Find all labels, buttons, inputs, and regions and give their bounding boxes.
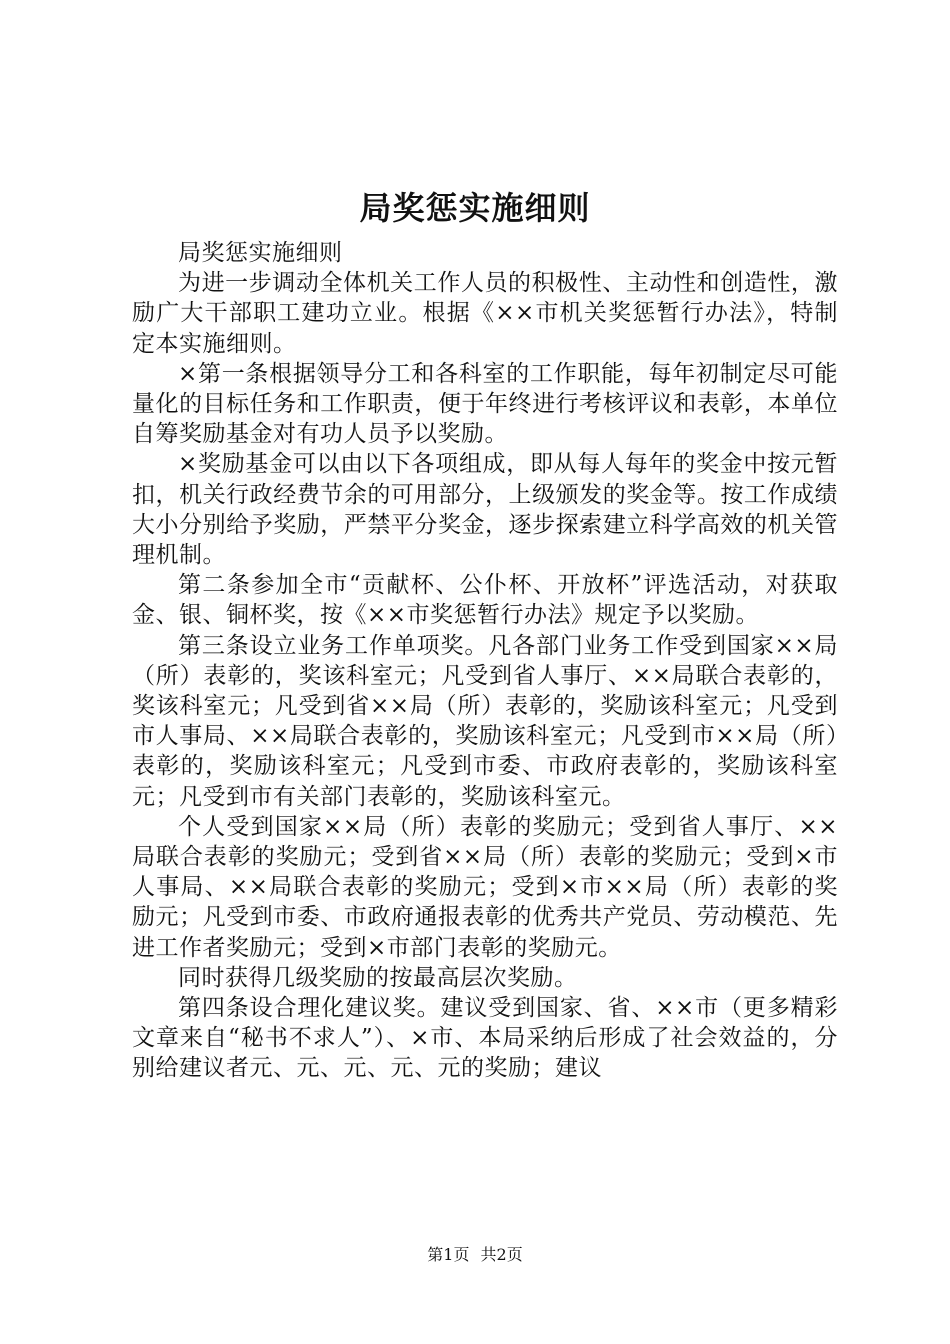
paragraph-fund: ×奖励基金可以由以下各项组成，即从每人每年的奖金中按元暂扣，机关行政经费节余的可用部分，上级颁发的奖金等。按工作成绩大小分别给予奖励，严禁平分奖金，逐步探索建立科学高效的机关管理机制。: [132, 451, 838, 569]
paragraph-article-1: ×第一条根据领导分工和各科室的工作职能，每年初制定尽可能量化的目标任务和工作职责，便于年终进行考核评议和表彰，本单位自筹奖励基金对有功人员予以奖励。: [132, 360, 838, 448]
paragraph-subtitle: 局奖惩实施细则: [178, 240, 343, 266]
paragraph-article-3: 第三条设立业务工作单项奖。凡各部门业务工作受到国家××局（所）表彰的，奖该科室元；凡受到省人事厅、××局联合表彰的，奖该科室元；凡受到省××局（所）表彰的，奖励该科室元；凡受到市人事局、××局联合表彰的，奖励该科室元；凡受到市××局（所）表彰的，奖励该科室元；凡受到市委、市政府表彰的，奖励该科室元；凡受到市有关部门表彰的，奖励该科室元。: [132, 632, 838, 810]
document-title: 局奖惩实施细则: [359, 189, 591, 227]
document-body: [132, 238, 838, 1084]
paragraph-article-4: 第四条设合理化建议奖。建议受到国家、省、××市（更多精彩文章来自“秘书不求人”）、×市、本局采纳后形成了社会效益的，分别给建议者元、元、元、元、元的奖励；建议: [132, 995, 838, 1082]
paragraph-highest-level: 同时获得几级奖励的按最高层次奖励。: [178, 964, 578, 991]
paragraph-intro: 为进一步调动全体机关工作人员的积极性、主动性和创造性，激励广大干部职工建功立业。根据《××市机关奖惩暂行办法》，特制定本实施细则。: [132, 270, 838, 357]
page-footer: [0, 1244, 950, 1266]
paragraph-individual-awards: 个人受到国家××局（所）表彰的奖励元；受到省人事厅、××局联合表彰的奖励元；受到省××局（所）表彰的奖励元；受到×市人事局、××局联合表彰的奖励元；受到×市××局（所）表彰的奖励元；凡受到市委、市政府通报表彰的优秀共产党员、劳动模范、先进工作者奖励元；受到×市部门表彰的奖励元。: [132, 813, 838, 961]
page-total: 共2页: [480, 1245, 523, 1264]
page-number: 第1页: [427, 1245, 470, 1264]
paragraph-article-2: 第二条参加全市“贡献杯、公仆杯、开放杯”评选活动，对获取金、银、铜杯奖，按《××市奖惩暂行办法》规定予以奖励。: [132, 572, 838, 629]
